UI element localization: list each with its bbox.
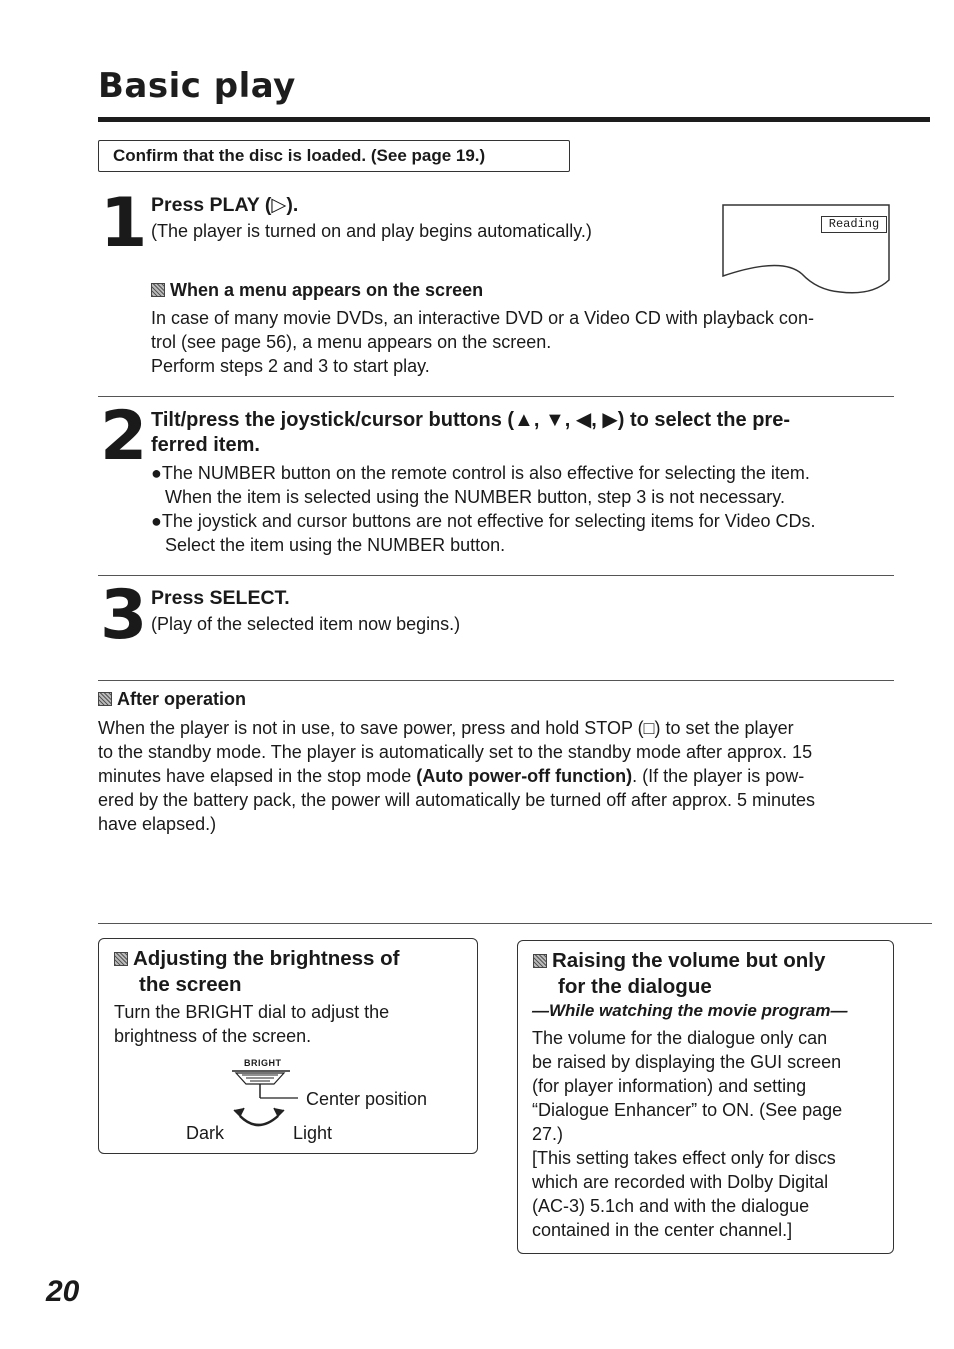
after-operation-heading-text: After operation (117, 689, 247, 709)
brightness-heading-text: Adjusting the brightness of (133, 947, 400, 970)
volume-subheading: —While watching the movie program— (532, 1001, 848, 1020)
volume-heading-text: Raising the volume but only (552, 949, 826, 972)
dark-label: Dark (186, 1123, 225, 1143)
square-bullet-icon (151, 283, 165, 297)
volume-body-line: “Dialogue Enhancer” to ON. (See page (532, 1100, 843, 1120)
step-1-text: (The player is turned on and play begins automatically.) (151, 221, 592, 241)
step-2-heading-line: Tilt/press the joystick/cursor buttons (▲, ▼, ◀, ▶) to select the pre- (151, 409, 790, 431)
volume-body-line: The volume for the dialogue only can (532, 1028, 828, 1048)
step-1-heading: Press PLAY (▷). (151, 194, 299, 216)
volume-body (532, 1026, 880, 1242)
square-bullet-icon (98, 692, 112, 706)
volume-body-line: which are recorded with Dolby Digital (532, 1172, 829, 1192)
section-divider (98, 396, 894, 397)
confirm-note: Confirm that the disc is loaded. (See page 19.) (98, 140, 570, 172)
after-line: have elapsed.) (98, 814, 217, 834)
step-2-heading-line: ferred item. (151, 434, 260, 456)
brightness-body-line: Turn the BRIGHT dial to adjust the (114, 1002, 390, 1022)
menu-subheading-text: When a menu appears on the screen (170, 280, 484, 300)
after-line: ered by the battery pack, the power will automatically be turned off after approx. 5 minutes (98, 790, 816, 810)
volume-heading-line (533, 948, 883, 974)
section-divider (98, 923, 932, 924)
after-line: When the player is not in use, to save power, press and hold STOP (□) to set the player (98, 718, 794, 738)
volume-body-line: (AC-3) 5.1ch and with the dialogue (532, 1196, 810, 1216)
auto-power-off-label: (Auto power-off function) (416, 766, 633, 786)
after-line: to the standby mode. The player is automatically set to the standby mode after approx. 15 (98, 742, 813, 762)
step-3-number: 3 (100, 576, 148, 655)
menu-subheading (151, 280, 483, 301)
after-line (98, 764, 898, 788)
step-2-bullets (151, 461, 911, 557)
volume-heading-line: for the dialogue (558, 975, 712, 998)
step-2-heading (151, 408, 911, 458)
volume-body-line: be raised by displaying the GUI screen (532, 1052, 842, 1072)
display-illustration (722, 204, 890, 294)
menu-line: trol (see page 56), a menu appears on the screen. (151, 332, 552, 352)
page-title: Basic play (98, 66, 296, 106)
square-bullet-icon (114, 952, 128, 966)
bullet-item (151, 461, 911, 509)
square-bullet-icon (533, 954, 547, 968)
after-line-text: minutes have elapsed in the stop mode (98, 766, 417, 786)
bright-dial-label: BRIGHT (244, 1058, 282, 1068)
brightness-heading (114, 946, 466, 998)
light-label: Light (293, 1123, 333, 1143)
volume-body-line: contained in the center channel.] (532, 1220, 793, 1240)
bullet-line: ●The NUMBER button on the remote control is also effective for selecting the item. (151, 463, 810, 483)
volume-body-line: [This setting takes effect only for discs (532, 1148, 836, 1168)
volume-body-line: (for player information) and setting (532, 1076, 807, 1096)
section-divider (98, 680, 894, 681)
center-position-label: Center position (306, 1089, 428, 1109)
step-1-number: 1 (100, 184, 148, 263)
bullet-line: Select the item using the NUMBER button. (165, 535, 506, 555)
title-rule (98, 117, 930, 122)
brightness-heading-line (114, 946, 466, 972)
bullet-item (151, 509, 911, 557)
after-operation-heading (98, 689, 246, 710)
reading-display-label: Reading (821, 216, 887, 233)
menu-paragraph (151, 306, 911, 378)
page-number: 20 (46, 1275, 80, 1308)
bullet-line: ●The joystick and cursor buttons are not effective for selecting items for Video CDs. (151, 511, 816, 531)
brightness-heading-line: the screen (139, 973, 242, 996)
section-divider (98, 575, 894, 576)
step-2-number: 2 (100, 397, 148, 476)
volume-heading (533, 948, 883, 1000)
bright-dial-icon (228, 1068, 298, 1138)
bullet-line: When the item is selected using the NUMBER button, step 3 is not necessary. (165, 487, 785, 507)
after-line-text: . (If the player is pow- (632, 766, 805, 786)
brightness-body-line: brightness of the screen. (114, 1026, 312, 1046)
step-3-text: (Play of the selected item now begins.) (151, 614, 461, 634)
volume-body-line: 27.) (532, 1124, 564, 1144)
menu-line: Perform steps 2 and 3 to start play. (151, 356, 430, 376)
brightness-body (114, 1000, 464, 1048)
menu-line: In case of many movie DVDs, an interactive DVD or a Video CD with playback con- (151, 308, 814, 328)
after-operation-paragraph (98, 716, 898, 836)
step-3-heading: Press SELECT. (151, 587, 290, 609)
